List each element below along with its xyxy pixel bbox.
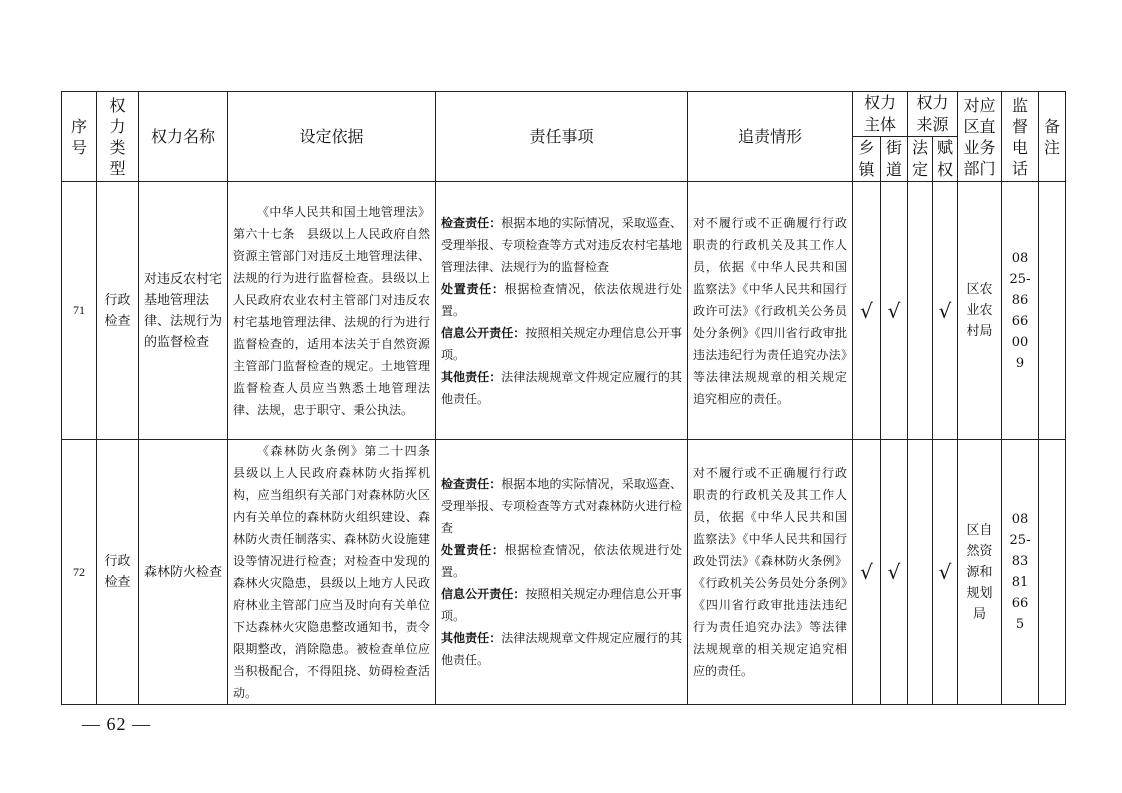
- row-check-granted: √: [933, 182, 958, 440]
- header-source-legal: 法定: [908, 137, 933, 182]
- header-subject-town: 乡镇: [853, 137, 881, 182]
- header-phone: 监督电话: [1002, 92, 1039, 182]
- header-subject: 权力主体: [853, 92, 908, 137]
- row-seq: 71: [62, 182, 97, 440]
- row-basis: 《中华人民共和国土地管理法》第六十七条 县级以上人民政府自然资源主管部门对违反土地管理法律、法规的行为进行监督检查。县级以上人民政府农业农村主管部门对违反农村宅基地管理法律、法规的行为进行监督检查的，适用本法关于自然资源主管部门监督检查的规定。土地管理监督检查人员应当熟悉土地管理法律、法规，忠于职守、秉公执法。: [228, 182, 436, 440]
- row-accountability: 对不履行或不正确履行行政职责的行政机关及其工作人员，依据《中华人民共和国监察法》《中华人民共和国行政许可法》《行政机关公务员处分条例》《四川省行政审批违法违纪行为责任追究办法》等法律法规规章的相关规定追究相应的责任。: [688, 182, 853, 440]
- row-dept: 区农业农村局: [958, 182, 1002, 440]
- header-type: 权力类型: [97, 92, 139, 182]
- row-phone: 0825-8666009: [1002, 182, 1039, 440]
- row-check-town: √: [853, 440, 881, 705]
- row-name: 森林防火检查: [139, 440, 228, 705]
- row-type: 行政检查: [97, 440, 139, 705]
- power-list-table: [61, 91, 1066, 705]
- page-number: — 62 —: [82, 714, 151, 734]
- row-check-town: √: [853, 182, 881, 440]
- row-check-legal: [908, 440, 933, 705]
- row-remarks: [1039, 440, 1066, 705]
- row-dept: 区自然资源和规划局: [958, 440, 1002, 705]
- row-basis: 《森林防火条例》第二十四条 县级以上人民政府森林防火指挥机构，应当组织有关部门对森林防火区内有关单位的森林防火组织建设、森林防火责任制落实、森林防火设施建设等情况进行检查；对检查中发现的森林火灾隐患，县级以上地方人民政府林业主管部门应当及时向有关单位下达森林火灾隐患整改通知书，责令限期整改，消除隐患。被检查单位应当积极配合，不得阻挠、妨碍检查活动。: [228, 440, 436, 705]
- header-responsibility: 责任事项: [436, 92, 688, 182]
- row-check-legal: [908, 182, 933, 440]
- header-source-granted: 赋权: [933, 137, 958, 182]
- row-remarks: [1039, 182, 1066, 440]
- header-name: 权力名称: [139, 92, 228, 182]
- header-seq: 序号: [62, 92, 97, 182]
- row-accountability: 对不履行或不正确履行行政职责的行政机关及其工作人员，依据《中华人民共和国监察法》《中华人民共和国行政处罚法》《森林防火条例》《行政机关公务员处分条例》《四川省行政审批违法违纪行为责任追究办法》等法律法规规章的相关规定追究相应的责任。: [688, 440, 853, 705]
- header-row-top: [62, 92, 1066, 137]
- header-remarks: 备注: [1039, 92, 1066, 182]
- row-type: 行政检查: [97, 182, 139, 440]
- row-check-street: √: [881, 440, 908, 705]
- row-seq: 72: [62, 440, 97, 705]
- header-subject-street: 街道: [881, 137, 908, 182]
- row-check-granted: √: [933, 440, 958, 705]
- row-name: 对违反农村宅基地管理法律、法规行为的监督检查: [139, 182, 228, 440]
- row-check-street: √: [881, 182, 908, 440]
- row-responsibility: 检查责任：根据本地的实际情况，采取巡查、受理举报、专项检查等方式对违反农村宅基地管理法律、法规行为的监督检查 处置责任：根据检查情况，依法依规进行处置。 信息公开责任：按照相关规定办理信息公开事项。 其他责任：法律法规规章文件规定应履行的其他责任。: [436, 182, 688, 440]
- row-phone: 0825-8381665: [1002, 440, 1039, 705]
- header-basis: 设定依据: [228, 92, 436, 182]
- table-row: [62, 182, 1066, 440]
- row-responsibility: 检查责任：根据本地的实际情况，采取巡查、受理举报、专项检查等方式对森林防火进行检查 处置责任：根据检查情况，依法依规进行处置。 信息公开责任：按照相关规定办理信息公开事项。 其他责任：法律法规规章文件规定应履行的其他责任。: [436, 440, 688, 705]
- header-dept: 对应区直业务部门: [958, 92, 1002, 182]
- header-accountability: 追责情形: [688, 92, 853, 182]
- header-source: 权力来源: [908, 92, 958, 137]
- table-row: [62, 440, 1066, 705]
